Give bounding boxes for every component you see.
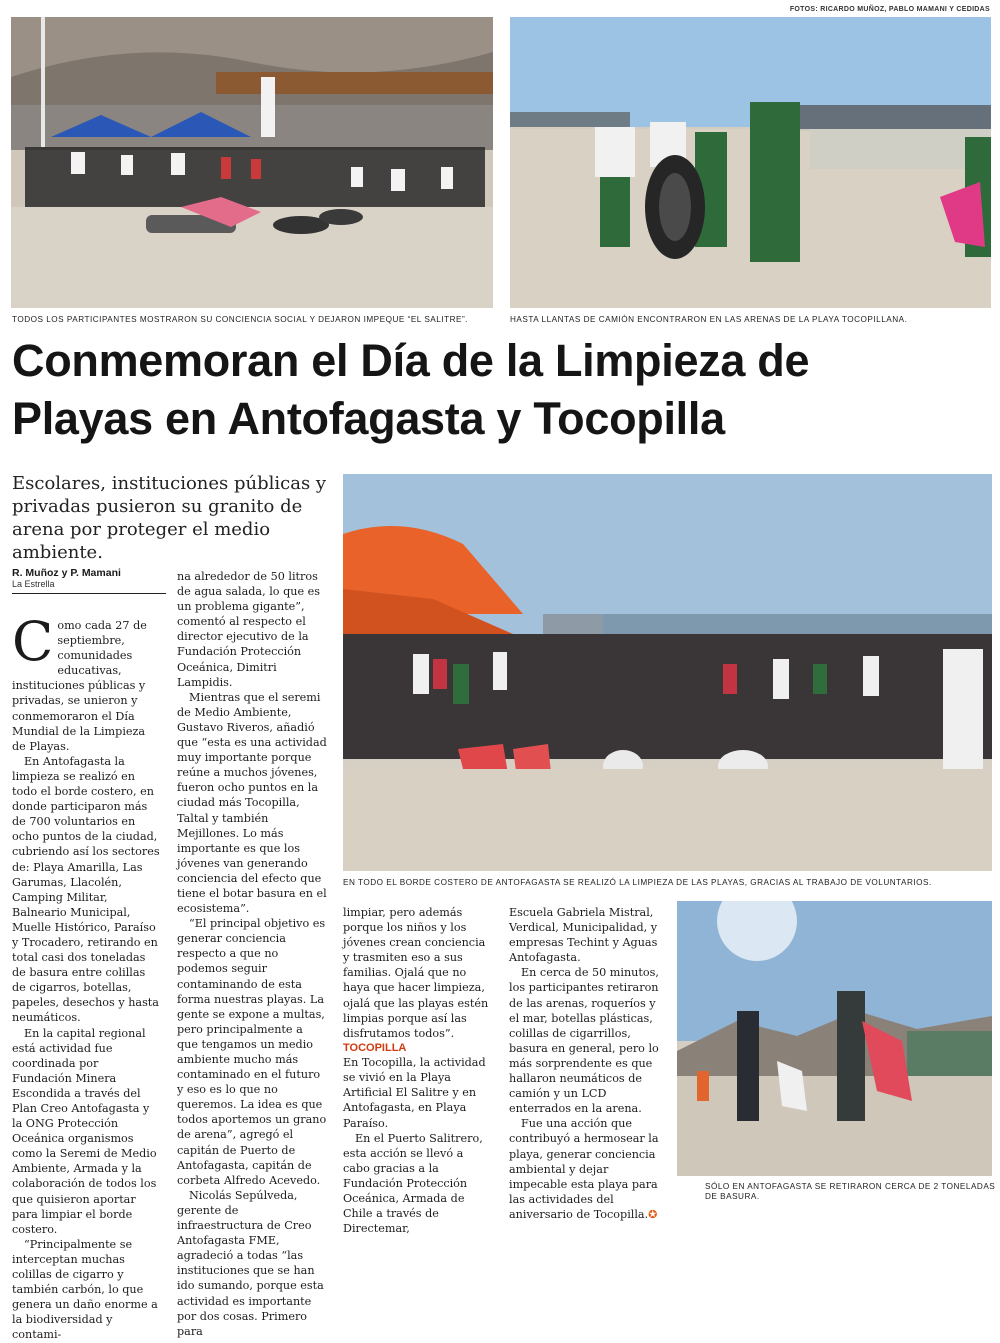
headline [12, 332, 992, 448]
end-mark-icon: ✪ [648, 1207, 658, 1221]
paragraph: En el Puerto Salitrero, esta acción se llevó a cabo gracias a la Fundación Protección Oceánica, Armada de Chile a través de Directemar, [343, 1131, 483, 1236]
dropcap: C [12, 610, 54, 673]
paragraph: Escuela Gabriela Mistral, Verdical, Municipalidad, y empresas Techint y Aguas Antofagasta. [509, 906, 658, 965]
paragraph: En Tocopilla, la actividad se vivió en la Playa Artificial El Salitre y en Antofagasta, en Playa Paraíso. [343, 1056, 486, 1130]
paragraph: limpiar, pero además porque los niños y los jóvenes crean conciencia y trasmiten eso a sus familias. Ojalá que no haya que hacer limpieza, ojalá que las playas estén limpias porque así las disfrutamos todos”. [343, 906, 489, 1040]
paragraph: “El principal objetivo es generar conciencia respecto a que no podemos seguir contaminando de esta forma nuestras playas. La gente se expone a multas, pero principalmente a que tengamos un medio ambiente mucho más contaminado en el futuro y eso es lo que no queremos. La idea es que todos aportemos un grano de arena”, agregó el capitán de Puerto de Antofagasta, capitán de corbeta Alfredo Acevedo. [177, 917, 327, 1187]
headline-line-2: Playas en Antofagasta y Tocopilla [12, 393, 725, 444]
body-column-1 [12, 610, 160, 1343]
paragraph: na alrededor de 50 litros de agua salada, lo que es un problema gigante”, comentó al respecto el director ejecutivo de la Fundación Protección Oceánica, Dimitri Lampidis. [177, 570, 320, 689]
paragraph: En cerca de 50 minutos, los participantes retiraron de las arenas, roqueríos y el mar, botellas plásticas, colillas de cigarrillos, basura en general, pero lo más sorprendente es que hallaron neumáticos de camión y un LCD enterrados en la arena. [509, 966, 659, 1116]
paragraph: Fue una acción que contribuyó a hermosear la playa, generar conciencia ambiental y dejar impecable esta playa para las actividades del aniversario de Tocopilla.✪ [509, 1117, 659, 1221]
caption-bottom-right: SÓLO EN ANTOFAGASTA SE RETIRARON CERCA DE 2 TONELADAS DE BASURA. [705, 1182, 996, 1201]
caption-middle: EN TODO EL BORDE COSTERO DE ANTOFAGASTA SE REALIZÓ LA LIMPIEZA DE LAS PLAYAS, GRACIAS AL TRABAJO DE VOLUNTARIOS. [343, 878, 932, 887]
paragraph: Nicolás Sepúlveda, gerente de infraestructura de Creo Antofagasta FME, agradeció a todas “las instituciones que se han ido sumando, porque esta actividad es importante por dos cosas. Primero para [177, 1188, 324, 1338]
section-subhead: TOCOPILLA [343, 1041, 407, 1054]
headline-line-1: Conmemoran el Día de la Limpieza de [12, 335, 810, 386]
paragraph: Mientras que el seremi de Medio Ambiente, Gustavo Riveros, añadió que “esta es una actividad muy importante porque reúne a muchos jóvenes, fueron ocho puntos en la ciudad más Tocopilla, Taltal y también Mejillones. Lo más importante es que los jóvenes van generando conciencia del efecto que tiene el botar basura en el ecosistema”. [177, 690, 327, 916]
byline-rule [12, 593, 166, 594]
photo-credits: FOTOS: RICARDO MUÑOZ, PABLO MAMANI Y CEDIDAS [789, 6, 990, 13]
paragraph: En Antofagasta la limpieza se realizó en todo el borde costero, en donde participaron más de 700 voluntarios en ocho puntos de la ciudad, cubriendo así los sectores de: Playa Amarilla, Las Garumas, Llacolén, Camping Militar, Balneario Municipal, Muelle Histórico, Paraíso y Trocadero, retirando en total casi dos toneladas de basura entre colillas de cigarros, botellas, papeles, desechos y hasta neumáticos. [12, 754, 160, 1025]
photo-truck-tire [510, 17, 991, 308]
body-column-4 [509, 905, 660, 1222]
byline: R. Muñoz y P. Mamani [12, 567, 121, 579]
caption-top-right: HASTA LLANTAS DE CAMIÓN ENCONTRARON EN LAS ARENAS DE LA PLAYA TOCOPILLANA. [510, 315, 908, 324]
photo-el-salitre-group [11, 17, 493, 308]
paragraph: “Principalmente se interceptan muchas colillas de cigarro y también carbón, lo que genera un daño enorme a la biodiversidad y contami- [12, 1237, 158, 1342]
body-column-2 [177, 569, 327, 1339]
paragraph: Como cada 27 de septiembre, comunidades educativas, instituciones públicas y privadas, se unieron y conmemoraron el Día Mundial de la Limpieza de Playas. [12, 610, 147, 753]
photo-tocopilla-cleanup [677, 901, 992, 1176]
body-column-3 [343, 905, 493, 1236]
photo-antofagasta-volunteers [343, 474, 992, 871]
caption-top-left: TODOS LOS PARTICIPANTES MOSTRARON SU CONCIENCIA SOCIAL Y DEJARON IMPEQUE “EL SALITRE”. [12, 315, 468, 324]
byline-source: La Estrella [12, 579, 55, 589]
paragraph: En la capital regional está actividad fue coordinada por Fundación Minera Escondida a través del Plan Creo Antofagasta y la ONG Protección Oceánica organismos como la Seremi de Medio Ambiente, Armada y la colaboración de todos los que quisieron aportar para limpiar el borde costero. [12, 1026, 157, 1236]
deck: Escolares, instituciones públicas y privadas pusieron su granito de arena por proteger el medio ambiente. [12, 473, 327, 563]
